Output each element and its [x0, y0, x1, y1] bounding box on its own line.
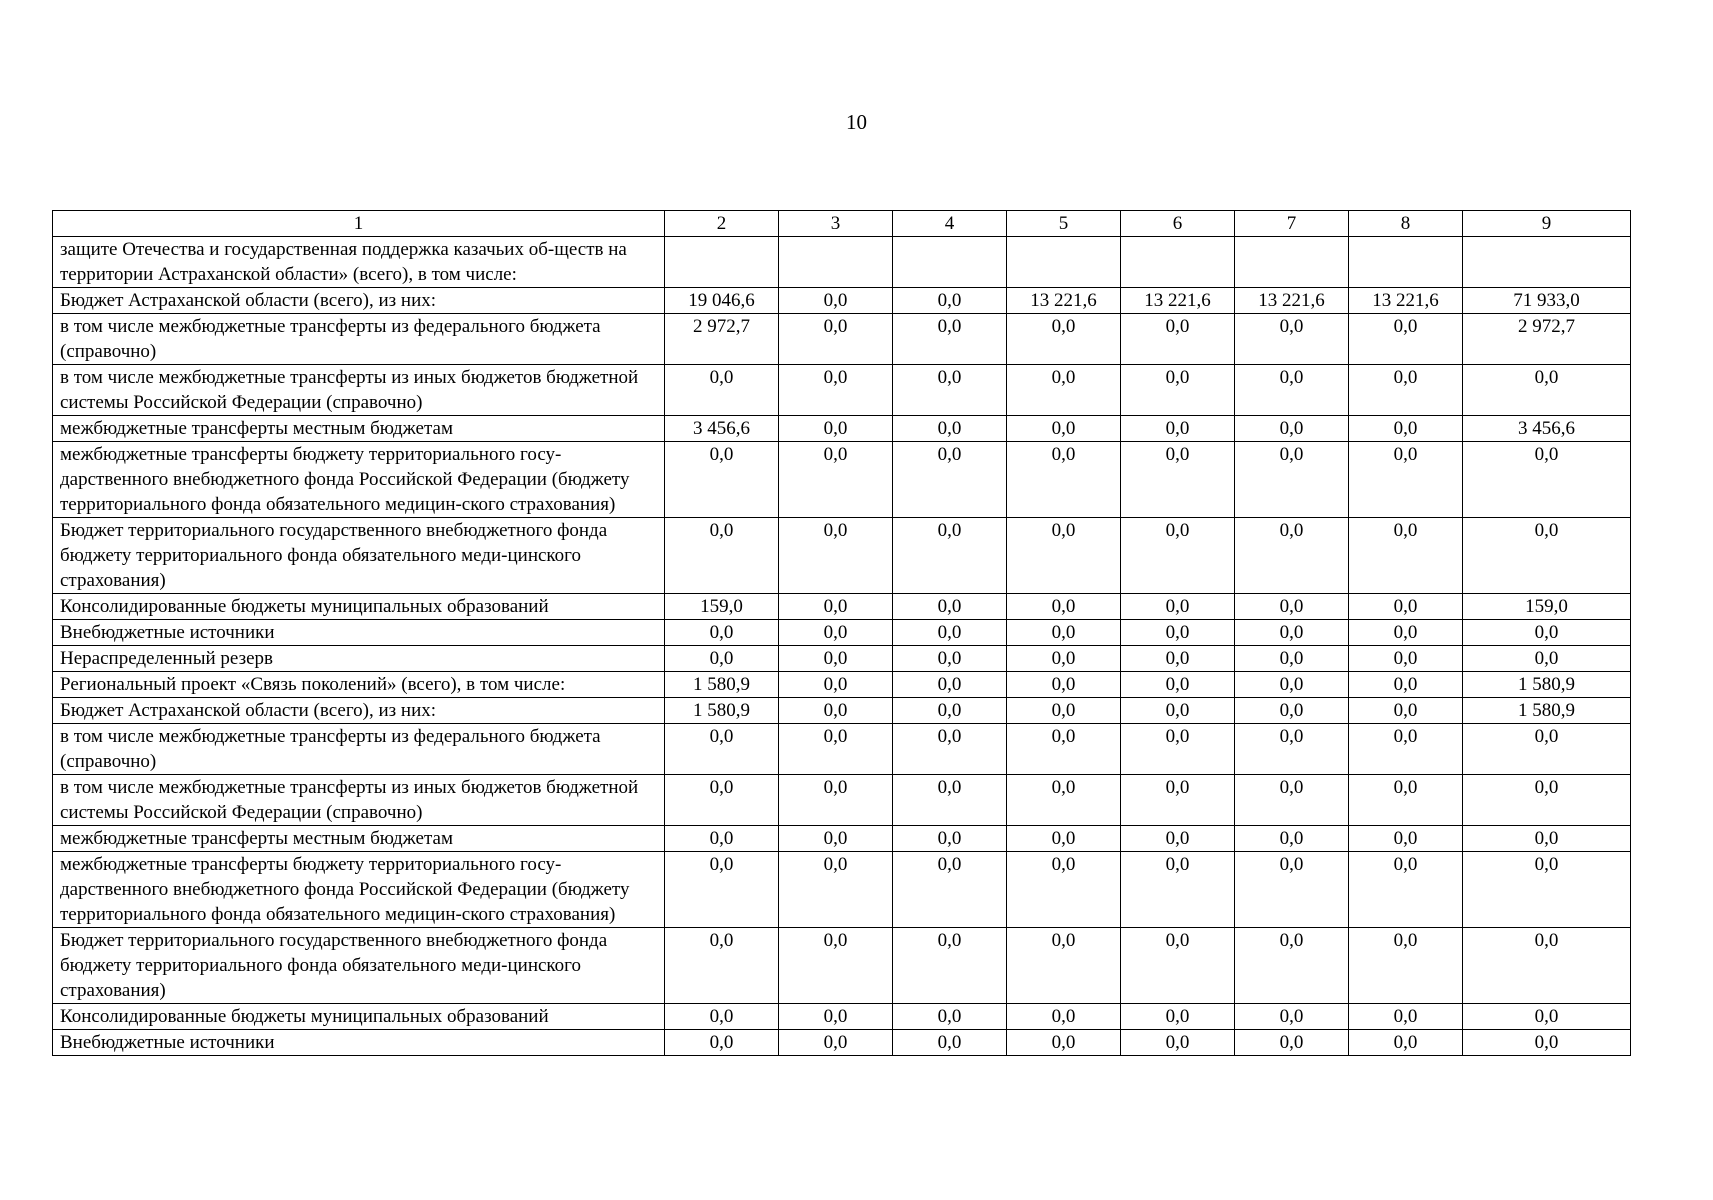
value-cell-col-9: 159,0	[1463, 594, 1631, 620]
table-row	[53, 672, 1631, 698]
value-cell-col-3: 0,0	[779, 698, 893, 724]
value-cell-col-4: 0,0	[893, 594, 1007, 620]
value-cell-col-2: 0,0	[665, 928, 779, 1004]
value-cell-col-3: 0,0	[779, 288, 893, 314]
value-cell-col-7: 0,0	[1235, 518, 1349, 594]
value-cell-col-9: 0,0	[1463, 775, 1631, 826]
value-cell-col-5: 0,0	[1007, 698, 1121, 724]
value-cell-col-3: 0,0	[779, 646, 893, 672]
value-cell-col-6: 0,0	[1121, 826, 1235, 852]
value-cell-col-8	[1349, 237, 1463, 288]
value-cell-col-6: 0,0	[1121, 672, 1235, 698]
value-cell-col-6: 0,0	[1121, 518, 1235, 594]
column-header-6: 6	[1121, 211, 1235, 237]
row-label: межбюджетные трансферты бюджету территориального госу-дарственного внебюджетного фонда Российской Федерации (бюджету территориального фонда обязательного медицин-ского страхования)	[53, 442, 665, 518]
value-cell-col-7: 0,0	[1235, 852, 1349, 928]
table-row	[53, 698, 1631, 724]
value-cell-col-6: 0,0	[1121, 314, 1235, 365]
row-label: Консолидированные бюджеты муниципальных образований	[53, 594, 665, 620]
value-cell-col-4: 0,0	[893, 928, 1007, 1004]
value-cell-col-5: 0,0	[1007, 724, 1121, 775]
value-cell-col-2: 0,0	[665, 826, 779, 852]
value-cell-col-3: 0,0	[779, 775, 893, 826]
value-cell-col-9: 0,0	[1463, 442, 1631, 518]
column-header-5: 5	[1007, 211, 1121, 237]
value-cell-col-4: 0,0	[893, 698, 1007, 724]
row-label: Внебюджетные источники	[53, 1030, 665, 1056]
value-cell-col-5: 0,0	[1007, 1004, 1121, 1030]
row-label: межбюджетные трансферты бюджету территориального госу-дарственного внебюджетного фонда Российской Федерации (бюджету территориального фонда обязательного медицин-ского страхования)	[53, 852, 665, 928]
value-cell-col-2: 0,0	[665, 518, 779, 594]
value-cell-col-7: 0,0	[1235, 365, 1349, 416]
value-cell-col-4: 0,0	[893, 775, 1007, 826]
table-row	[53, 1030, 1631, 1056]
value-cell-col-2: 0,0	[665, 775, 779, 826]
value-cell-col-4: 0,0	[893, 416, 1007, 442]
value-cell-col-9: 0,0	[1463, 646, 1631, 672]
value-cell-col-8: 0,0	[1349, 442, 1463, 518]
column-header-7: 7	[1235, 211, 1349, 237]
value-cell-col-6: 0,0	[1121, 442, 1235, 518]
value-cell-col-2: 0,0	[665, 646, 779, 672]
value-cell-col-8: 0,0	[1349, 698, 1463, 724]
value-cell-col-4: 0,0	[893, 442, 1007, 518]
row-label: Консолидированные бюджеты муниципальных образований	[53, 1004, 665, 1030]
value-cell-col-3: 0,0	[779, 314, 893, 365]
value-cell-col-6: 0,0	[1121, 365, 1235, 416]
value-cell-col-2: 19 046,6	[665, 288, 779, 314]
value-cell-col-8: 0,0	[1349, 1030, 1463, 1056]
table-row	[53, 620, 1631, 646]
value-cell-col-3: 0,0	[779, 724, 893, 775]
value-cell-col-4: 0,0	[893, 724, 1007, 775]
table-row	[53, 594, 1631, 620]
value-cell-col-8: 13 221,6	[1349, 288, 1463, 314]
value-cell-col-8: 0,0	[1349, 365, 1463, 416]
value-cell-col-9: 0,0	[1463, 518, 1631, 594]
value-cell-col-8: 0,0	[1349, 852, 1463, 928]
value-cell-col-5: 13 221,6	[1007, 288, 1121, 314]
table-body	[53, 237, 1631, 1056]
value-cell-col-2: 0,0	[665, 1030, 779, 1056]
value-cell-col-2: 0,0	[665, 1004, 779, 1030]
row-label: Бюджет территориального государственного внебюджетного фонда бюджету территориального фонда обязательного меди-цинского страхования)	[53, 518, 665, 594]
value-cell-col-4: 0,0	[893, 672, 1007, 698]
value-cell-col-2: 1 580,9	[665, 698, 779, 724]
row-label: межбюджетные трансферты местным бюджетам	[53, 416, 665, 442]
value-cell-col-5: 0,0	[1007, 594, 1121, 620]
value-cell-col-6: 0,0	[1121, 698, 1235, 724]
value-cell-col-5: 0,0	[1007, 365, 1121, 416]
value-cell-col-9: 0,0	[1463, 852, 1631, 928]
table-header	[53, 211, 1631, 237]
row-label: Нераспределенный резерв	[53, 646, 665, 672]
value-cell-col-6	[1121, 237, 1235, 288]
row-label: в том числе межбюджетные трансферты из федерального бюджета (справочно)	[53, 724, 665, 775]
value-cell-col-7: 0,0	[1235, 314, 1349, 365]
value-cell-col-3: 0,0	[779, 620, 893, 646]
table-row	[53, 314, 1631, 365]
row-label: в том числе межбюджетные трансферты из иных бюджетов бюджетной системы Российской Федерации (справочно)	[53, 365, 665, 416]
table-row	[53, 416, 1631, 442]
value-cell-col-6: 0,0	[1121, 594, 1235, 620]
value-cell-col-6: 0,0	[1121, 620, 1235, 646]
table-row	[53, 928, 1631, 1004]
value-cell-col-5: 0,0	[1007, 826, 1121, 852]
value-cell-col-2: 1 580,9	[665, 672, 779, 698]
value-cell-col-7: 0,0	[1235, 724, 1349, 775]
value-cell-col-8: 0,0	[1349, 416, 1463, 442]
table-row	[53, 724, 1631, 775]
value-cell-col-5: 0,0	[1007, 620, 1121, 646]
value-cell-col-2	[665, 237, 779, 288]
value-cell-col-8: 0,0	[1349, 672, 1463, 698]
value-cell-col-6: 0,0	[1121, 1030, 1235, 1056]
value-cell-col-4: 0,0	[893, 288, 1007, 314]
value-cell-col-9: 0,0	[1463, 620, 1631, 646]
value-cell-col-4: 0,0	[893, 646, 1007, 672]
value-cell-col-9: 0,0	[1463, 1004, 1631, 1030]
value-cell-col-5: 0,0	[1007, 314, 1121, 365]
value-cell-col-4: 0,0	[893, 365, 1007, 416]
value-cell-col-3: 0,0	[779, 594, 893, 620]
value-cell-col-8: 0,0	[1349, 620, 1463, 646]
value-cell-col-8: 0,0	[1349, 646, 1463, 672]
value-cell-col-5: 0,0	[1007, 416, 1121, 442]
value-cell-col-2: 0,0	[665, 442, 779, 518]
value-cell-col-8: 0,0	[1349, 314, 1463, 365]
column-header-4: 4	[893, 211, 1007, 237]
value-cell-col-4: 0,0	[893, 518, 1007, 594]
value-cell-col-5: 0,0	[1007, 852, 1121, 928]
row-label: Бюджет Астраханской области (всего), из них:	[53, 288, 665, 314]
column-header-9: 9	[1463, 211, 1631, 237]
table-row	[53, 442, 1631, 518]
value-cell-col-9: 1 580,9	[1463, 672, 1631, 698]
value-cell-col-3: 0,0	[779, 928, 893, 1004]
value-cell-col-9: 2 972,7	[1463, 314, 1631, 365]
value-cell-col-3: 0,0	[779, 672, 893, 698]
value-cell-col-7: 13 221,6	[1235, 288, 1349, 314]
value-cell-col-5: 0,0	[1007, 442, 1121, 518]
value-cell-col-3: 0,0	[779, 442, 893, 518]
column-header-1: 1	[53, 211, 665, 237]
value-cell-col-6: 0,0	[1121, 775, 1235, 826]
value-cell-col-9: 0,0	[1463, 724, 1631, 775]
value-cell-col-7: 0,0	[1235, 928, 1349, 1004]
value-cell-col-4: 0,0	[893, 1030, 1007, 1056]
value-cell-col-6: 0,0	[1121, 1004, 1235, 1030]
value-cell-col-9: 0,0	[1463, 826, 1631, 852]
value-cell-col-7: 0,0	[1235, 620, 1349, 646]
value-cell-col-4: 0,0	[893, 826, 1007, 852]
table-row	[53, 1004, 1631, 1030]
value-cell-col-7: 0,0	[1235, 1030, 1349, 1056]
value-cell-col-7: 0,0	[1235, 775, 1349, 826]
value-cell-col-4	[893, 237, 1007, 288]
value-cell-col-8: 0,0	[1349, 1004, 1463, 1030]
value-cell-col-7	[1235, 237, 1349, 288]
row-label: Бюджет территориального государственного внебюджетного фонда бюджету территориального фонда обязательного меди-цинского страхования)	[53, 928, 665, 1004]
row-label: межбюджетные трансферты местным бюджетам	[53, 826, 665, 852]
value-cell-col-7: 0,0	[1235, 646, 1349, 672]
value-cell-col-4: 0,0	[893, 852, 1007, 928]
column-header-2: 2	[665, 211, 779, 237]
value-cell-col-7: 0,0	[1235, 594, 1349, 620]
column-header-8: 8	[1349, 211, 1463, 237]
value-cell-col-2: 0,0	[665, 365, 779, 416]
table-row	[53, 518, 1631, 594]
value-cell-col-9: 1 580,9	[1463, 698, 1631, 724]
value-cell-col-7: 0,0	[1235, 416, 1349, 442]
value-cell-col-6: 0,0	[1121, 852, 1235, 928]
value-cell-col-3: 0,0	[779, 1004, 893, 1030]
value-cell-col-9: 71 933,0	[1463, 288, 1631, 314]
value-cell-col-9: 0,0	[1463, 365, 1631, 416]
value-cell-col-2: 0,0	[665, 620, 779, 646]
value-cell-col-2: 3 456,6	[665, 416, 779, 442]
row-label: в том числе межбюджетные трансферты из федерального бюджета (справочно)	[53, 314, 665, 365]
value-cell-col-8: 0,0	[1349, 775, 1463, 826]
row-label: в том числе межбюджетные трансферты из иных бюджетов бюджетной системы Российской Федерации (справочно)	[53, 775, 665, 826]
page-number: 10	[846, 110, 867, 134]
value-cell-col-5	[1007, 237, 1121, 288]
value-cell-col-2: 2 972,7	[665, 314, 779, 365]
value-cell-col-6: 0,0	[1121, 928, 1235, 1004]
value-cell-col-3: 0,0	[779, 365, 893, 416]
value-cell-col-6: 13 221,6	[1121, 288, 1235, 314]
value-cell-col-9: 0,0	[1463, 928, 1631, 1004]
value-cell-col-2: 0,0	[665, 852, 779, 928]
value-cell-col-3: 0,0	[779, 416, 893, 442]
value-cell-col-7: 0,0	[1235, 1004, 1349, 1030]
value-cell-col-6: 0,0	[1121, 724, 1235, 775]
value-cell-col-7: 0,0	[1235, 672, 1349, 698]
value-cell-col-5: 0,0	[1007, 672, 1121, 698]
table-row	[53, 646, 1631, 672]
value-cell-col-8: 0,0	[1349, 594, 1463, 620]
table-row	[53, 365, 1631, 416]
value-cell-col-5: 0,0	[1007, 775, 1121, 826]
value-cell-col-4: 0,0	[893, 314, 1007, 365]
budget-table	[52, 210, 1631, 1056]
table-row	[53, 775, 1631, 826]
value-cell-col-6: 0,0	[1121, 646, 1235, 672]
header-row	[53, 211, 1631, 237]
value-cell-col-3: 0,0	[779, 1030, 893, 1056]
value-cell-col-3: 0,0	[779, 518, 893, 594]
value-cell-col-9: 3 456,6	[1463, 416, 1631, 442]
value-cell-col-9	[1463, 237, 1631, 288]
value-cell-col-8: 0,0	[1349, 826, 1463, 852]
value-cell-col-3	[779, 237, 893, 288]
value-cell-col-3: 0,0	[779, 826, 893, 852]
table-row	[53, 852, 1631, 928]
value-cell-col-9: 0,0	[1463, 1030, 1631, 1056]
value-cell-col-5: 0,0	[1007, 646, 1121, 672]
table-row	[53, 826, 1631, 852]
value-cell-col-5: 0,0	[1007, 518, 1121, 594]
value-cell-col-5: 0,0	[1007, 928, 1121, 1004]
value-cell-col-4: 0,0	[893, 620, 1007, 646]
table-row	[53, 237, 1631, 288]
value-cell-col-6: 0,0	[1121, 416, 1235, 442]
column-header-3: 3	[779, 211, 893, 237]
value-cell-col-8: 0,0	[1349, 928, 1463, 1004]
row-label: защите Отечества и государственная поддержка казачьих об-ществ на территории Астраханской области» (всего), в том числе:	[53, 237, 665, 288]
value-cell-col-8: 0,0	[1349, 724, 1463, 775]
value-cell-col-7: 0,0	[1235, 442, 1349, 518]
value-cell-col-2: 159,0	[665, 594, 779, 620]
row-label: Региональный проект «Связь поколений» (всего), в том числе:	[53, 672, 665, 698]
value-cell-col-2: 0,0	[665, 724, 779, 775]
row-label: Бюджет Астраханской области (всего), из них:	[53, 698, 665, 724]
row-label: Внебюджетные источники	[53, 620, 665, 646]
value-cell-col-7: 0,0	[1235, 698, 1349, 724]
value-cell-col-3: 0,0	[779, 852, 893, 928]
table-row	[53, 288, 1631, 314]
value-cell-col-7: 0,0	[1235, 826, 1349, 852]
value-cell-col-4: 0,0	[893, 1004, 1007, 1030]
value-cell-col-5: 0,0	[1007, 1030, 1121, 1056]
value-cell-col-8: 0,0	[1349, 518, 1463, 594]
